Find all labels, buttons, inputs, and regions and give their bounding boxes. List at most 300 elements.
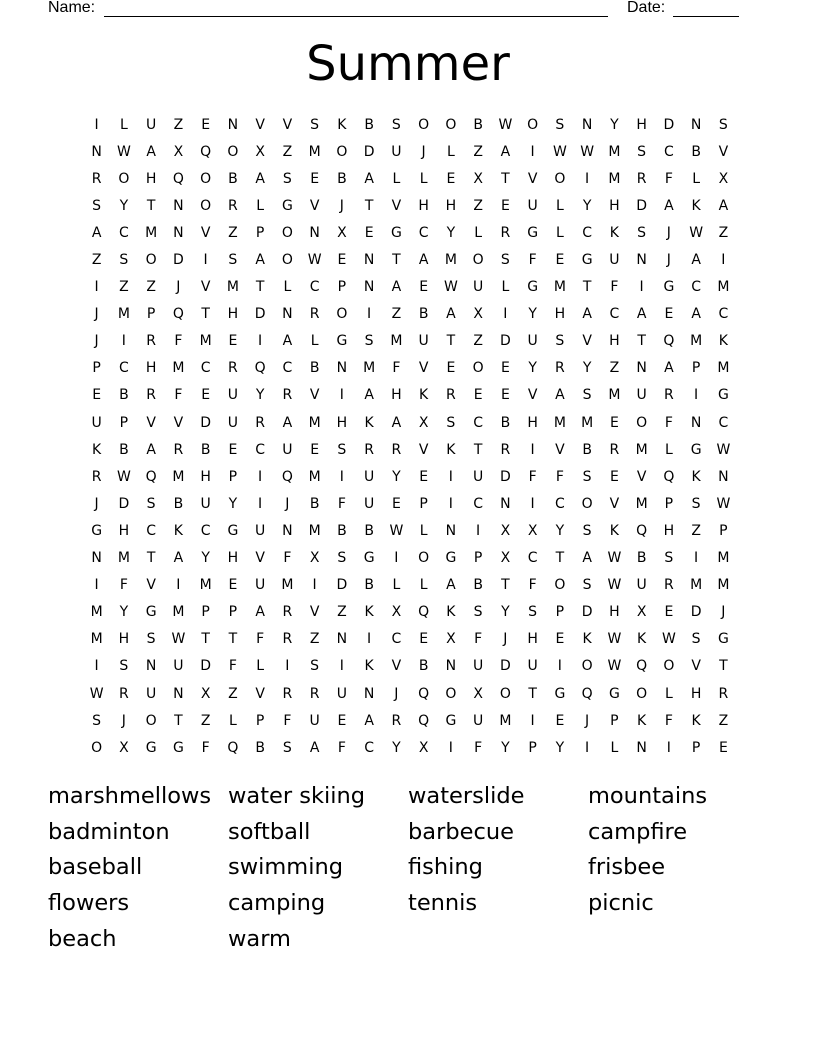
grid-letter[interactable]: P bbox=[255, 712, 265, 729]
grid-letter[interactable]: S bbox=[637, 143, 647, 160]
grid-letter[interactable]: U bbox=[473, 658, 484, 675]
grid-letter[interactable]: I bbox=[448, 495, 453, 512]
grid-letter[interactable]: W bbox=[607, 577, 622, 594]
grid-letter[interactable]: N bbox=[309, 224, 320, 241]
grid-letter[interactable]: I bbox=[367, 306, 372, 323]
grid-letter[interactable]: I bbox=[94, 116, 99, 133]
grid-letter[interactable]: S bbox=[228, 252, 238, 269]
grid-letter[interactable]: Y bbox=[610, 116, 619, 133]
grid-letter[interactable]: S bbox=[555, 333, 565, 350]
grid-letter[interactable]: C bbox=[527, 550, 538, 567]
grid-letter[interactable]: E bbox=[419, 468, 429, 485]
grid-letter[interactable]: C bbox=[200, 522, 211, 539]
grid-letter[interactable]: H bbox=[118, 522, 130, 539]
grid-letter[interactable]: K bbox=[637, 631, 647, 648]
grid-letter[interactable]: S bbox=[691, 495, 701, 512]
grid-letter[interactable]: H bbox=[227, 550, 239, 567]
grid-letter[interactable]: T bbox=[392, 252, 401, 269]
grid-letter[interactable]: I bbox=[448, 468, 453, 485]
grid-letter[interactable]: P bbox=[528, 739, 537, 756]
grid-letter[interactable]: S bbox=[146, 495, 156, 512]
grid-letter[interactable]: Y bbox=[528, 360, 537, 377]
grid-letter[interactable]: Y bbox=[555, 522, 565, 539]
grid-letter[interactable]: S bbox=[92, 712, 102, 729]
grid-letter[interactable]: T bbox=[201, 631, 210, 648]
grid-letter[interactable]: M bbox=[199, 333, 212, 350]
grid-letter[interactable]: E bbox=[555, 712, 565, 729]
grid-letter[interactable]: L bbox=[664, 685, 673, 702]
grid-letter[interactable]: Y bbox=[446, 224, 456, 241]
grid-letter[interactable]: O bbox=[91, 739, 103, 756]
grid-letter[interactable]: U bbox=[418, 333, 429, 350]
grid-letter[interactable]: M bbox=[308, 143, 321, 160]
grid-letter[interactable]: L bbox=[501, 279, 510, 296]
grid-letter[interactable]: Y bbox=[555, 739, 565, 756]
grid-letter[interactable]: X bbox=[119, 739, 129, 756]
grid-letter[interactable]: H bbox=[200, 468, 211, 485]
grid-letter[interactable]: P bbox=[555, 604, 565, 621]
grid-letter[interactable]: Q bbox=[581, 685, 593, 702]
grid-letter[interactable]: W bbox=[689, 224, 704, 241]
grid-letter[interactable]: R bbox=[228, 197, 238, 214]
grid-letter[interactable]: K bbox=[173, 522, 183, 539]
grid-letter[interactable]: Y bbox=[119, 604, 129, 621]
grid-letter[interactable]: Y bbox=[228, 495, 238, 512]
grid-letter[interactable]: E bbox=[364, 224, 374, 241]
grid-letter[interactable]: C bbox=[554, 495, 565, 512]
grid-letter[interactable]: V bbox=[609, 495, 620, 512]
grid-letter[interactable]: D bbox=[499, 468, 511, 485]
grid-letter[interactable]: Q bbox=[281, 468, 293, 485]
grid-letter[interactable]: O bbox=[554, 577, 566, 594]
grid-letter[interactable]: B bbox=[418, 658, 429, 675]
grid-letter[interactable]: R bbox=[446, 387, 456, 404]
grid-letter[interactable]: Z bbox=[473, 143, 483, 160]
grid-letter[interactable]: I bbox=[585, 170, 590, 187]
grid-letter[interactable]: Z bbox=[337, 604, 347, 621]
grid-letter[interactable]: G bbox=[608, 685, 620, 702]
grid-letter[interactable]: N bbox=[363, 252, 375, 269]
grid-letter[interactable]: S bbox=[718, 116, 728, 133]
grid-letter[interactable]: G bbox=[445, 712, 457, 729]
grid-letter[interactable]: J bbox=[666, 224, 671, 241]
grid-letter[interactable]: P bbox=[664, 495, 674, 512]
grid-letter[interactable]: D bbox=[336, 577, 348, 594]
grid-letter[interactable]: Q bbox=[254, 360, 266, 377]
grid-letter[interactable]: U bbox=[309, 712, 320, 729]
grid-letter[interactable]: V bbox=[527, 387, 538, 404]
grid-letter[interactable]: C bbox=[718, 414, 729, 431]
grid-letter[interactable]: W bbox=[116, 468, 131, 485]
grid-letter[interactable]: B bbox=[500, 414, 511, 431]
grid-letter[interactable]: P bbox=[719, 522, 728, 539]
grid-letter[interactable]: F bbox=[610, 279, 619, 296]
grid-letter[interactable]: F bbox=[528, 468, 537, 485]
grid-letter[interactable]: A bbox=[282, 414, 293, 431]
grid-letter[interactable]: D bbox=[499, 333, 511, 350]
grid-letter[interactable]: L bbox=[610, 739, 619, 756]
grid-letter[interactable]: Y bbox=[255, 387, 265, 404]
grid-letter[interactable]: W bbox=[607, 658, 622, 675]
grid-letter[interactable]: M bbox=[172, 360, 185, 377]
grid-letter[interactable]: I bbox=[176, 577, 181, 594]
grid-letter[interactable]: O bbox=[472, 360, 484, 377]
grid-letter[interactable]: X bbox=[255, 143, 265, 160]
grid-letter[interactable]: E bbox=[228, 577, 238, 594]
grid-letter[interactable]: Q bbox=[172, 306, 184, 323]
grid-letter[interactable]: F bbox=[337, 739, 346, 756]
grid-letter[interactable]: N bbox=[173, 685, 184, 702]
grid-letter[interactable]: B bbox=[337, 522, 347, 539]
grid-letter[interactable]: P bbox=[691, 739, 701, 756]
grid-letter[interactable]: E bbox=[555, 631, 565, 648]
grid-letter[interactable]: O bbox=[581, 658, 593, 675]
grid-letter[interactable]: P bbox=[610, 712, 619, 729]
grid-letter[interactable]: Y bbox=[501, 604, 510, 621]
grid-letter[interactable]: R bbox=[282, 604, 293, 621]
grid-letter[interactable]: D bbox=[663, 116, 675, 133]
grid-letter[interactable]: A bbox=[146, 143, 156, 160]
grid-letter[interactable]: O bbox=[581, 495, 593, 512]
grid-letter[interactable]: S bbox=[146, 631, 156, 648]
grid-letter[interactable]: G bbox=[172, 739, 184, 756]
grid-letter[interactable]: R bbox=[228, 360, 238, 377]
grid-letter[interactable]: X bbox=[473, 170, 483, 187]
grid-letter[interactable]: C bbox=[473, 414, 484, 431]
grid-letter[interactable]: T bbox=[201, 306, 210, 323]
grid-letter[interactable]: J bbox=[285, 495, 290, 512]
grid-letter[interactable]: C bbox=[691, 279, 702, 296]
grid-letter[interactable]: H bbox=[118, 631, 130, 648]
grid-letter[interactable]: M bbox=[444, 252, 457, 269]
grid-letter[interactable]: J bbox=[339, 197, 344, 214]
grid-letter[interactable]: U bbox=[609, 252, 620, 269]
grid-letter[interactable]: A bbox=[446, 306, 456, 323]
grid-letter[interactable]: Z bbox=[609, 360, 620, 377]
grid-letter[interactable]: T bbox=[501, 170, 510, 187]
grid-letter[interactable]: K bbox=[609, 224, 619, 241]
grid-letter[interactable]: F bbox=[474, 631, 483, 648]
grid-letter[interactable]: A bbox=[418, 252, 429, 269]
grid-letter[interactable]: I bbox=[339, 387, 344, 404]
grid-letter[interactable]: U bbox=[200, 495, 211, 512]
grid-letter[interactable]: X bbox=[500, 550, 511, 567]
grid-letter[interactable]: B bbox=[173, 495, 184, 512]
grid-letter[interactable]: L bbox=[419, 577, 428, 594]
name-line[interactable] bbox=[104, 16, 608, 17]
grid-letter[interactable]: B bbox=[364, 577, 374, 594]
grid-letter[interactable]: Q bbox=[636, 658, 648, 675]
grid-letter[interactable]: S bbox=[119, 252, 129, 269]
grid-letter[interactable]: O bbox=[472, 252, 484, 269]
grid-letter[interactable]: H bbox=[609, 333, 620, 350]
grid-letter[interactable]: I bbox=[694, 387, 699, 404]
grid-letter[interactable]: R bbox=[173, 441, 184, 458]
grid-letter[interactable]: M bbox=[717, 279, 730, 296]
grid-letter[interactable]: M bbox=[117, 306, 130, 323]
grid-letter[interactable]: K bbox=[691, 468, 701, 485]
grid-letter[interactable]: T bbox=[174, 712, 183, 729]
grid-letter[interactable]: J bbox=[176, 279, 181, 296]
grid-letter[interactable]: N bbox=[636, 252, 647, 269]
grid-letter[interactable]: S bbox=[337, 441, 347, 458]
grid-letter[interactable]: S bbox=[310, 658, 320, 675]
grid-letter[interactable]: E bbox=[500, 387, 510, 404]
grid-letter[interactable]: S bbox=[119, 658, 129, 675]
grid-letter[interactable]: M bbox=[90, 604, 103, 621]
grid-letter[interactable]: M bbox=[608, 143, 621, 160]
grid-letter[interactable]: P bbox=[228, 604, 238, 621]
grid-letter[interactable]: F bbox=[228, 658, 237, 675]
grid-letter[interactable]: G bbox=[717, 387, 729, 404]
grid-letter[interactable]: V bbox=[255, 116, 265, 133]
grid-letter[interactable]: F bbox=[174, 333, 183, 350]
grid-letter[interactable]: U bbox=[473, 468, 484, 485]
grid-letter[interactable]: S bbox=[582, 522, 592, 539]
grid-letter[interactable]: N bbox=[227, 116, 239, 133]
grid-letter[interactable]: Q bbox=[663, 468, 675, 485]
grid-letter[interactable]: V bbox=[146, 414, 156, 431]
grid-letter[interactable]: T bbox=[473, 441, 483, 458]
grid-letter[interactable]: C bbox=[282, 360, 293, 377]
grid-letter[interactable]: C bbox=[118, 360, 129, 377]
grid-letter[interactable]: L bbox=[474, 224, 483, 241]
grid-letter[interactable]: Y bbox=[501, 739, 510, 756]
grid-letter[interactable]: V bbox=[527, 170, 538, 187]
grid-letter[interactable]: B bbox=[255, 739, 265, 756]
grid-letter[interactable]: Y bbox=[392, 468, 401, 485]
grid-letter[interactable]: Y bbox=[201, 550, 210, 567]
grid-letter[interactable]: U bbox=[91, 414, 102, 431]
grid-letter[interactable]: Q bbox=[200, 143, 212, 160]
grid-letter[interactable]: S bbox=[500, 252, 510, 269]
grid-letter[interactable]: K bbox=[718, 333, 728, 350]
grid-letter[interactable]: R bbox=[391, 712, 402, 729]
grid-letter[interactable]: V bbox=[309, 604, 320, 621]
grid-letter[interactable]: N bbox=[363, 279, 375, 296]
grid-letter[interactable]: E bbox=[446, 360, 456, 377]
grid-letter[interactable]: H bbox=[418, 197, 429, 214]
grid-letter[interactable]: Q bbox=[636, 522, 648, 539]
grid-letter[interactable]: G bbox=[281, 197, 293, 214]
grid-letter[interactable]: O bbox=[281, 224, 293, 241]
grid-letter[interactable]: O bbox=[281, 252, 293, 269]
grid-letter[interactable]: Z bbox=[691, 522, 701, 539]
grid-letter[interactable]: I bbox=[530, 712, 535, 729]
grid-letter[interactable]: O bbox=[636, 685, 648, 702]
grid-letter[interactable]: O bbox=[445, 116, 457, 133]
grid-letter[interactable]: S bbox=[637, 224, 647, 241]
grid-letter[interactable]: R bbox=[91, 170, 102, 187]
grid-letter[interactable]: Z bbox=[718, 712, 729, 729]
grid-letter[interactable]: M bbox=[172, 604, 185, 621]
grid-letter[interactable]: A bbox=[309, 739, 320, 756]
grid-letter[interactable]: S bbox=[92, 197, 102, 214]
grid-letter[interactable]: T bbox=[364, 197, 374, 214]
grid-letter[interactable]: X bbox=[418, 739, 429, 756]
grid-letter[interactable]: F bbox=[528, 252, 537, 269]
grid-letter[interactable]: K bbox=[446, 604, 456, 621]
grid-letter[interactable]: C bbox=[200, 360, 211, 377]
grid-letter[interactable]: V bbox=[582, 333, 592, 350]
grid-letter[interactable]: N bbox=[636, 360, 647, 377]
grid-letter[interactable]: X bbox=[473, 306, 483, 323]
grid-letter[interactable]: A bbox=[255, 170, 265, 187]
grid-letter[interactable]: L bbox=[419, 170, 428, 187]
grid-letter[interactable]: R bbox=[282, 387, 293, 404]
grid-letter[interactable]: W bbox=[116, 143, 131, 160]
grid-letter[interactable]: Q bbox=[418, 685, 430, 702]
grid-letter[interactable]: F bbox=[555, 468, 564, 485]
grid-letter[interactable]: X bbox=[718, 170, 729, 187]
grid-letter[interactable]: Q bbox=[145, 468, 157, 485]
grid-letter[interactable]: W bbox=[716, 495, 731, 512]
grid-letter[interactable]: I bbox=[94, 279, 99, 296]
grid-letter[interactable]: U bbox=[527, 197, 538, 214]
grid-letter[interactable]: V bbox=[309, 387, 320, 404]
grid-letter[interactable]: L bbox=[555, 197, 564, 214]
grid-letter[interactable]: J bbox=[421, 143, 426, 160]
grid-letter[interactable]: Y bbox=[528, 306, 537, 323]
grid-letter[interactable]: B bbox=[228, 170, 238, 187]
grid-letter[interactable]: U bbox=[473, 712, 484, 729]
grid-letter[interactable]: A bbox=[582, 550, 592, 567]
grid-letter[interactable]: A bbox=[664, 197, 674, 214]
grid-letter[interactable]: I bbox=[258, 333, 263, 350]
grid-letter[interactable]: L bbox=[256, 658, 265, 675]
grid-letter[interactable]: F bbox=[664, 712, 673, 729]
grid-letter[interactable]: U bbox=[227, 414, 238, 431]
grid-letter[interactable]: P bbox=[337, 279, 347, 296]
grid-letter[interactable]: A bbox=[718, 197, 729, 214]
grid-letter[interactable]: Z bbox=[200, 712, 211, 729]
grid-letter[interactable]: G bbox=[145, 604, 157, 621]
grid-letter[interactable]: O bbox=[445, 685, 457, 702]
grid-letter[interactable]: R bbox=[609, 441, 620, 458]
grid-letter[interactable]: H bbox=[445, 197, 457, 214]
grid-letter[interactable]: O bbox=[200, 170, 212, 187]
grid-letter[interactable]: I bbox=[121, 333, 126, 350]
grid-letter[interactable]: T bbox=[501, 577, 510, 594]
grid-letter[interactable]: B bbox=[473, 116, 483, 133]
grid-letter[interactable]: B bbox=[309, 360, 320, 377]
grid-letter[interactable]: E bbox=[446, 170, 456, 187]
grid-letter[interactable]: W bbox=[716, 441, 731, 458]
grid-letter[interactable]: U bbox=[255, 522, 266, 539]
grid-letter[interactable]: P bbox=[419, 495, 428, 512]
grid-letter[interactable]: V bbox=[200, 224, 211, 241]
grid-letter[interactable]: W bbox=[307, 252, 322, 269]
grid-letter[interactable]: N bbox=[636, 739, 647, 756]
grid-letter[interactable]: S bbox=[337, 550, 347, 567]
grid-letter[interactable]: E bbox=[609, 414, 619, 431]
grid-letter[interactable]: C bbox=[609, 306, 620, 323]
grid-letter[interactable]: A bbox=[255, 252, 265, 269]
grid-letter[interactable]: G bbox=[690, 441, 702, 458]
grid-letter[interactable]: M bbox=[608, 170, 621, 187]
grid-letter[interactable]: N bbox=[145, 658, 157, 675]
grid-letter[interactable]: U bbox=[391, 143, 402, 160]
grid-letter[interactable]: V bbox=[255, 550, 265, 567]
grid-letter[interactable]: U bbox=[364, 468, 375, 485]
grid-letter[interactable]: S bbox=[582, 387, 592, 404]
grid-letter[interactable]: O bbox=[145, 252, 157, 269]
grid-letter[interactable]: J bbox=[94, 333, 99, 350]
grid-letter[interactable]: E bbox=[310, 170, 320, 187]
grid-letter[interactable]: M bbox=[690, 577, 703, 594]
grid-letter[interactable]: A bbox=[364, 170, 374, 187]
grid-letter[interactable]: O bbox=[418, 550, 430, 567]
grid-letter[interactable]: E bbox=[609, 468, 619, 485]
grid-letter[interactable]: L bbox=[419, 522, 428, 539]
grid-letter[interactable]: L bbox=[228, 712, 237, 729]
grid-letter[interactable]: L bbox=[664, 441, 673, 458]
grid-letter[interactable]: L bbox=[256, 197, 265, 214]
grid-letter[interactable]: D bbox=[200, 658, 212, 675]
grid-letter[interactable]: I bbox=[476, 522, 481, 539]
grid-letter[interactable]: N bbox=[173, 224, 184, 241]
grid-letter[interactable]: H bbox=[554, 306, 566, 323]
grid-letter[interactable]: N bbox=[445, 658, 457, 675]
grid-letter[interactable]: S bbox=[555, 116, 565, 133]
grid-letter[interactable]: I bbox=[666, 739, 671, 756]
grid-letter[interactable]: C bbox=[255, 441, 266, 458]
grid-letter[interactable]: L bbox=[310, 333, 319, 350]
grid-letter[interactable]: L bbox=[392, 170, 401, 187]
grid-letter[interactable]: E bbox=[419, 631, 429, 648]
grid-letter[interactable]: U bbox=[527, 333, 538, 350]
grid-letter[interactable]: M bbox=[363, 360, 376, 377]
grid-letter[interactable]: V bbox=[636, 468, 647, 485]
grid-letter[interactable]: P bbox=[255, 224, 265, 241]
grid-letter[interactable]: H bbox=[227, 306, 239, 323]
grid-letter[interactable]: G bbox=[363, 550, 375, 567]
grid-letter[interactable]: G bbox=[336, 333, 348, 350]
grid-letter[interactable]: E bbox=[337, 712, 347, 729]
grid-letter[interactable]: R bbox=[391, 441, 402, 458]
grid-letter[interactable]: C bbox=[391, 631, 402, 648]
grid-letter[interactable]: F bbox=[664, 170, 673, 187]
grid-letter[interactable]: E bbox=[201, 387, 211, 404]
grid-letter[interactable]: M bbox=[199, 577, 212, 594]
grid-letter[interactable]: R bbox=[500, 441, 511, 458]
grid-letter[interactable]: G bbox=[91, 522, 103, 539]
grid-letter[interactable]: E bbox=[228, 441, 238, 458]
grid-letter[interactable]: M bbox=[717, 360, 730, 377]
grid-letter[interactable]: U bbox=[255, 577, 266, 594]
grid-letter[interactable]: X bbox=[527, 522, 538, 539]
grid-letter[interactable]: P bbox=[691, 360, 701, 377]
grid-letter[interactable]: N bbox=[363, 685, 375, 702]
grid-letter[interactable]: V bbox=[555, 441, 565, 458]
grid-letter[interactable]: M bbox=[499, 712, 512, 729]
grid-letter[interactable]: N bbox=[173, 197, 184, 214]
grid-letter[interactable]: A bbox=[391, 414, 402, 431]
grid-letter[interactable]: M bbox=[308, 522, 321, 539]
grid-letter[interactable]: K bbox=[364, 414, 374, 431]
grid-letter[interactable]: Z bbox=[119, 279, 129, 296]
grid-letter[interactable]: I bbox=[639, 279, 644, 296]
grid-letter[interactable]: W bbox=[580, 143, 595, 160]
grid-letter[interactable]: U bbox=[146, 685, 157, 702]
grid-letter[interactable]: S bbox=[364, 333, 374, 350]
grid-letter[interactable]: S bbox=[528, 604, 538, 621]
grid-letter[interactable]: G bbox=[390, 224, 402, 241]
grid-letter[interactable]: I bbox=[557, 658, 562, 675]
grid-letter[interactable]: T bbox=[146, 550, 156, 567]
grid-letter[interactable]: M bbox=[390, 333, 403, 350]
grid-letter[interactable]: S bbox=[282, 739, 292, 756]
